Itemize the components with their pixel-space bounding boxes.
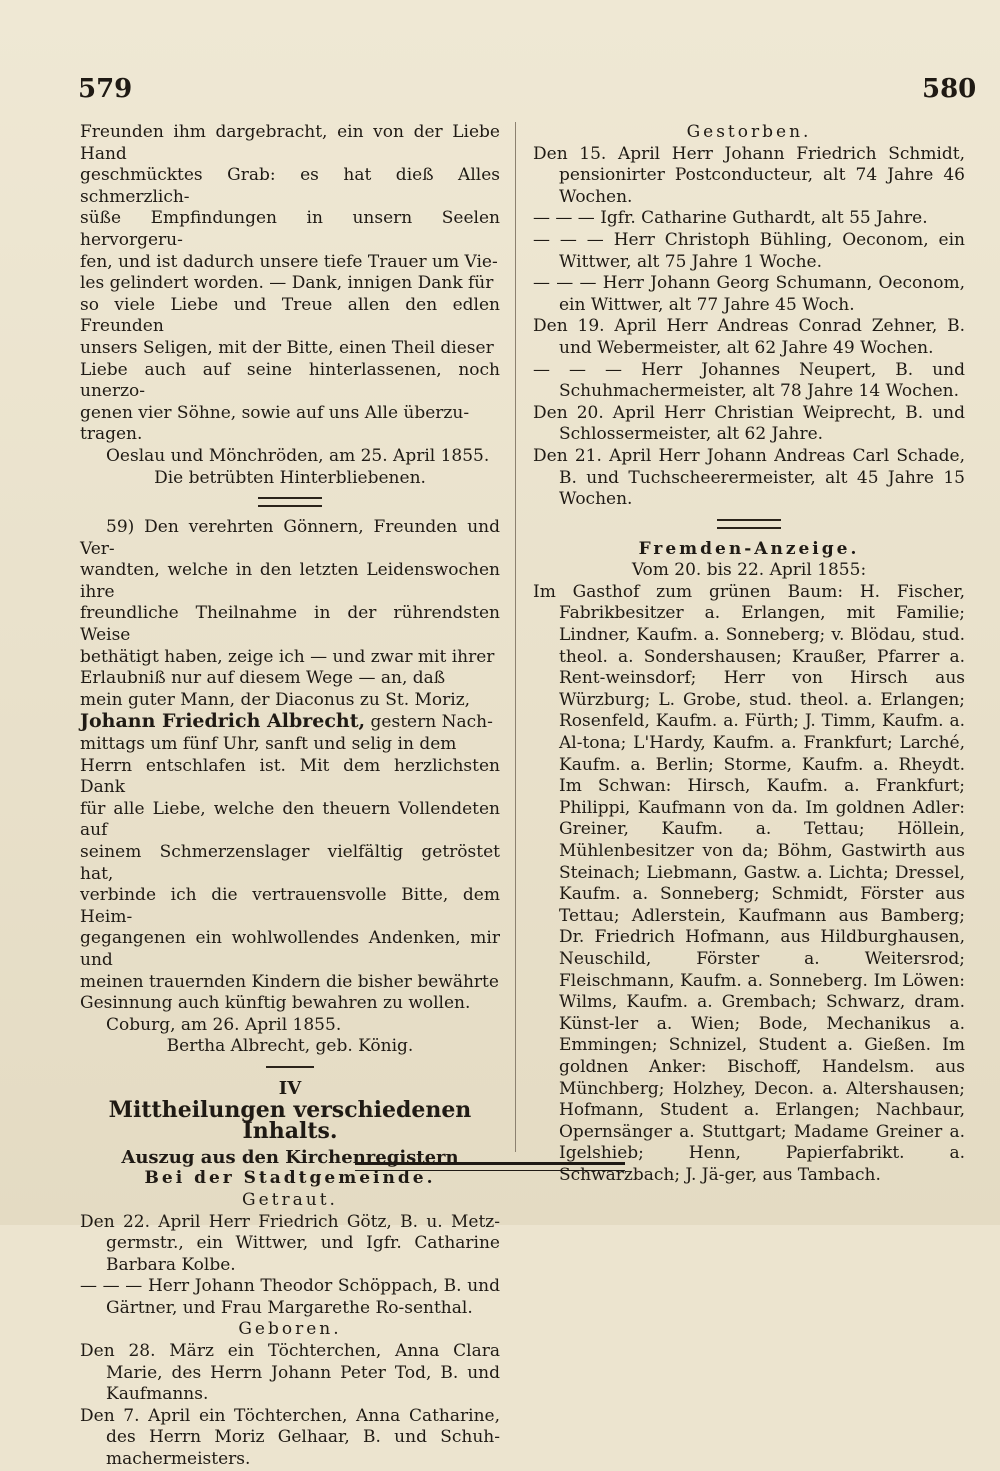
died-entry: Den 15. April Herr Johann Friedrich Schmidt, pensionirter Postconducteur, alt 74 Jahre 46 Wochen. xyxy=(533,143,965,207)
text-line: les gelindert worden. — Dank, innigen Dank für xyxy=(80,273,494,294)
text-line: Erlaubniß nur auf diesem Wege — an, daß xyxy=(80,668,446,689)
page-number-left: 579 xyxy=(78,74,133,104)
died-entry: Den 19. April Herr Andreas Conrad Zehner, B. und Webermeister, alt 62 Jahre 49 Wochen. xyxy=(533,316,965,358)
notice-place-date: Coburg, am 26. April 1855. xyxy=(106,1014,342,1035)
text-line xyxy=(80,711,500,734)
married-entry: — — — Herr Johann Theodor Schöppach, B. und Gärtner, und Frau Margarethe Ro-senthal. xyxy=(80,1276,500,1318)
died-entry: — — — Herr Johannes Neupert, B. und Schuhmachermeister, alt 78 Jahre 14 Wochen. xyxy=(533,359,965,402)
text-line: Gesinnung auch künftig bewahren zu wollen. xyxy=(80,993,471,1014)
born-entry: Den 7. April ein Töchterchen, Anna Catharine, des Herrn Moriz Gelhaar, B. und Schuh-machermeisters. xyxy=(80,1405,500,1470)
text-line: bethätigt haben, zeige ich — und zwar mit ihrer xyxy=(80,646,495,667)
text-line: für alle Liebe, welche den theuern Vollendeten auf xyxy=(80,798,500,841)
text-line: freundliche Theilnahme in der rührendsten Weise xyxy=(80,603,500,646)
died-entry: — — — Igfr. Catharine Guthardt, alt 55 Jahre. xyxy=(533,208,928,229)
section-title: Mittheilungen verschiedenen Inhalts. xyxy=(108,1096,472,1145)
text-line: fen, und ist dadurch unsere tiefe Trauer um Vie- xyxy=(80,251,498,272)
separator-rule xyxy=(717,519,781,529)
thank-you-notice xyxy=(80,122,500,489)
died-entry: Den 20. April Herr Christian Weiprecht, B. und Schlossermeister, alt 62 Jahre. xyxy=(533,402,965,445)
text-line: genen vier Söhne, sowie auf uns Alle überzu- xyxy=(80,402,470,423)
page-number-right: 580 xyxy=(922,74,977,104)
text-line: gegangenen ein wohlwollendes Andenken, mir und xyxy=(80,928,500,970)
left-column xyxy=(80,122,500,1471)
notice-signature: Bertha Albrecht, geb. König. xyxy=(166,1036,414,1057)
separator-rule xyxy=(266,1066,314,1068)
died-entry: Den 21. April Herr Johann Andreas Carl Schade, B. und Tuchscheerermeister, alt 45 Jahre 15 Wochen. xyxy=(533,445,965,510)
text-line: seinem Schmerzenslager vielfältig getröstet hat, xyxy=(80,842,500,884)
page-bottom-rule xyxy=(355,1162,625,1171)
text-line: tragen. xyxy=(80,424,143,445)
text-line: unsers Seligen, mit der Bitte, einen Theil dieser xyxy=(80,337,494,358)
strangers-heading: Fremden-Anzeige. xyxy=(638,538,860,559)
text-line: so viele Liebe und Treue allen den edlen Freunden xyxy=(80,294,500,337)
text-line: mein guter Mann, der Diaconus zu St. Moriz, xyxy=(80,689,471,710)
text-line: wandten, welche in den letzten Leidenswochen ihre xyxy=(80,560,500,602)
text-line: süße Empfindungen in unsern Seelen hervorgeru- xyxy=(80,208,500,250)
strangers-list: Im Gasthof zum grünen Baum: H. Fischer, Fabrikbesitzer a. Erlangen, mit Familie; Lindner, Kaufm. a. Sonneberg; v. Blödau, stud. theol. a. Sondershausen; Kraußer, Pfarrer a. Rent-weinsdorf; Herr von Hirsch aus Würzburg; L. Grobe, stud. theol. a. Erlangen; Rosenfeld, Kaufm. a. Fürth; J. Timm, Kaufm. a. Al-tona; L'Hardy, Kaufm. a. Frankfurt; Larché, Kaufm. a. Berlin; Storme, Kaufm. a. Rheydt. Im Schwan: Hirsch, Kaufm. a. Frankfurt; Philippi, Kaufmann von da. Im goldnen Adler: Greiner, Kaufm. a. Tettau; Höllein, Mühlenbesitzer von da; Böhm, Gastwirth aus Steinach; Liebmann, Gastw. a. Lichta; Dressel, Kaufm. a. Sonneberg; Schmidt, Förster aus Tettau; Adlerstein, Kaufmann aus Bamberg; Dr. Friedrich Hofmann, aus Hildburghausen, Neuschild, Förster a. Weitersrod; Fleischmann, Kaufm. a. Sonneberg. Im Löwen: Wilms, Kaufm. a. Grembach; Schwarz, dram. Künst-ler a. Wien; Bode, Mechanikus a. Emmingen; Schnizel, Student a. Gießen. Im goldnen Anker: Bischoff, Handelsm. aus Münchberg; Holzhey, Decon. a. Altershausen; Hofmann, Student a. Erlangen; Nachbaur, Opernsänger a. Stuttgart; Madame Greiner a. Igelshieb; Henn, Papierfabrikt. a. Schwarzbach; J. Jä-ger, aus Tambach. xyxy=(533,581,965,1185)
notice-place-date: Oeslau und Mönchröden, am 25. April 1855. xyxy=(106,445,490,466)
column-divider xyxy=(515,122,516,1152)
deceased-name: Johann Friedrich Albrecht, xyxy=(80,710,366,733)
died-entry: — — — Herr Christoph Bühling, Oeconom, ein Wittwer, alt 75 Jahre 1 Woche. xyxy=(533,229,965,272)
death-notice xyxy=(80,517,500,1058)
died-entry: — — — Herr Johann Georg Schumann, Oeconom, ein Wittwer, alt 77 Jahre 45 Woch. xyxy=(533,273,965,315)
notice-signature: Die betrübten Hinterbliebenen. xyxy=(154,467,426,488)
text-line: verbinde ich die vertrauensvolle Bitte, dem Heim- xyxy=(80,885,500,927)
deceased-name-rest: gestern Nach- xyxy=(365,712,493,733)
text-line: Herrn entschlafen ist. Mit dem herzlichsten Dank xyxy=(80,755,500,798)
register-subtitle: Bei der Stadtgemeinde. xyxy=(144,1168,436,1189)
born-entry: Den 28. März ein Töchterchen, Anna Clara Marie, des Herrn Johann Peter Tod, B. und Kaufmanns. xyxy=(80,1341,500,1405)
text-line: geschmücktes Grab: es hat dieß Alles schmerzlich- xyxy=(80,165,500,207)
text-line: 59) Den verehrten Gönnern, Freunden und Ver- xyxy=(80,517,500,559)
section-number: IV xyxy=(278,1077,302,1099)
register-title: Auszug aus den Kirchenregistern xyxy=(121,1146,459,1168)
text-line: Liebe auch auf seine hinterlassenen, noch unerzo- xyxy=(80,359,500,402)
text-line: mittags um fünf Uhr, sanft und selig in dem xyxy=(80,734,457,755)
strangers-dates: Vom 20. bis 22. April 1855: xyxy=(631,560,867,581)
right-column xyxy=(533,122,965,1187)
text-line: Freunden ihm dargebracht, ein von der Liebe Hand xyxy=(80,122,500,164)
born-heading: Geboren. xyxy=(238,1319,342,1340)
married-heading: Getraut. xyxy=(242,1189,338,1210)
text-line: meinen trauernden Kindern die bisher bewährte xyxy=(80,971,499,992)
married-entry: Den 22. April Herr Friedrich Götz, B. u. Metz-germstr., ein Wittwer, und Igfr. Catharine Barbara Kolbe. xyxy=(80,1211,500,1275)
died-heading: Gestorben. xyxy=(686,122,812,142)
separator-rule xyxy=(258,497,322,507)
